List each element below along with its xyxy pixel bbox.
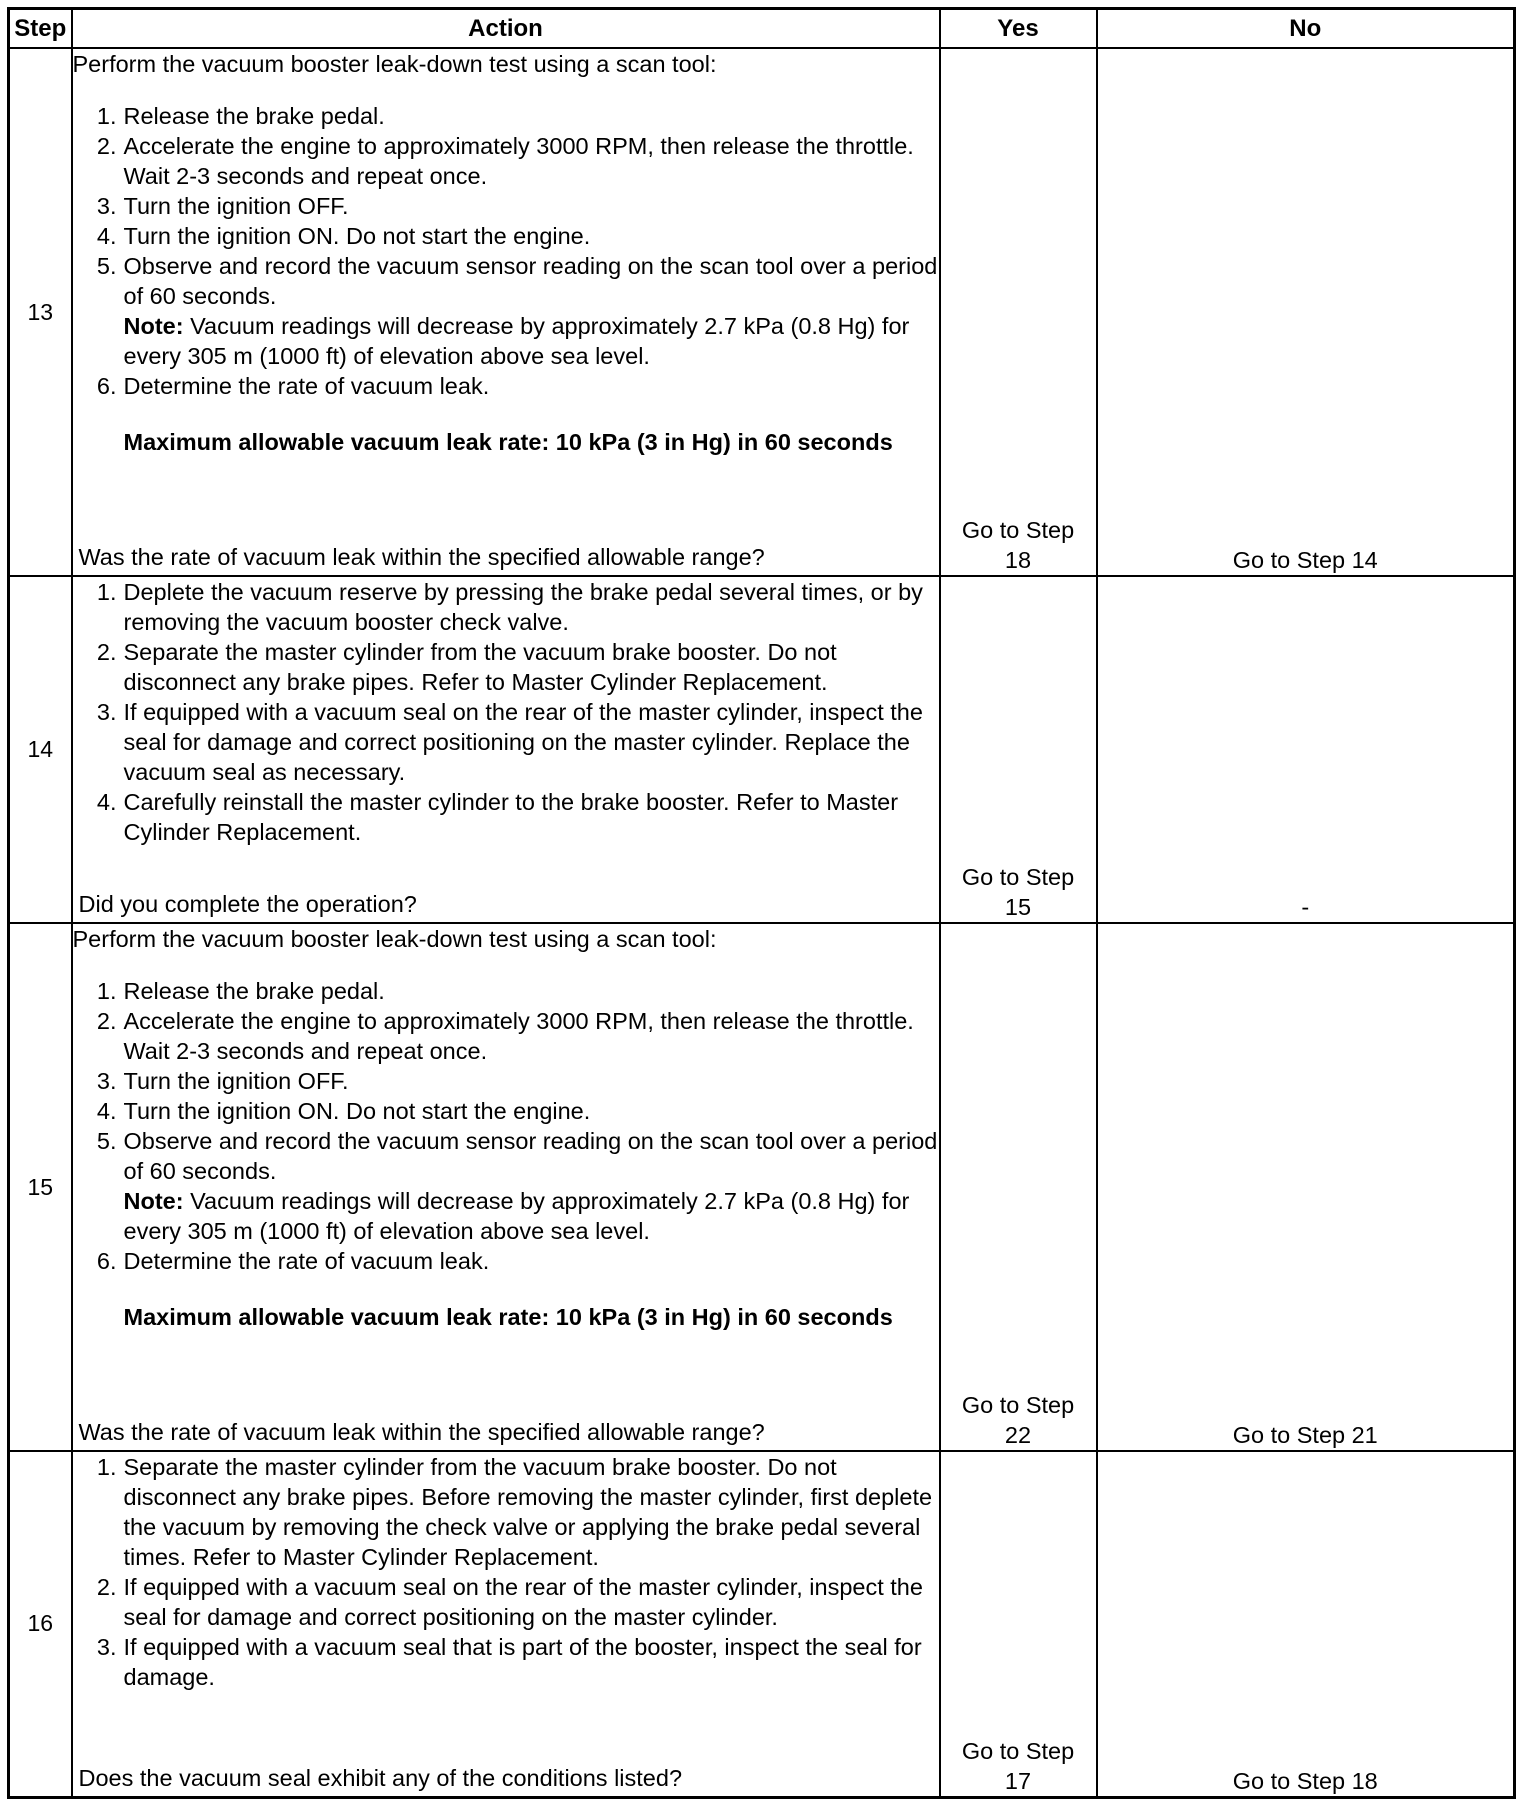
action-step-item — [87, 976, 939, 1006]
action-step-item — [87, 697, 939, 787]
table-row — [9, 48, 1515, 576]
yes-result-text: Go to Step 22 — [961, 1392, 1075, 1448]
yes-result — [940, 48, 1097, 576]
action-intro: Perform the vacuum booster leak-down test using a scan tool: — [72, 51, 717, 77]
action-step-number: 4. — [96, 789, 117, 815]
header-step: Step — [9, 9, 72, 49]
note-text: Vacuum readings will decrease by approximately 2.7 kPa (0.8 Hg) for every 305 m (1000 ft) of elevation above sea level. — [123, 313, 910, 369]
no-result: - — [1097, 576, 1515, 923]
action-step-number: 6. — [96, 1248, 117, 1274]
action-step-number: 2. — [96, 639, 117, 665]
action-step-number: 1. — [96, 1454, 117, 1480]
action-step-text: If equipped with a vacuum seal on the rear of the master cylinder, inspect the seal for damage and correct positioning on the master cylinder. Replace the vacuum seal as necessary. — [123, 699, 923, 785]
yes-result — [940, 576, 1097, 923]
action-step-text: If equipped with a vacuum seal that is part of the booster, inspect the seal for damage. — [123, 1634, 922, 1690]
action-step-number: 3. — [96, 1634, 117, 1660]
diagnostic-table-container — [7, 7, 1516, 1799]
action-step-text: Observe and record the vacuum sensor reading on the scan tool over a period of 60 seconds. — [123, 1128, 938, 1184]
spec-requirement: Maximum allowable vacuum leak rate: 10 kPa (3 in Hg) in 60 seconds — [123, 1304, 893, 1330]
action-step-text: Observe and record the vacuum sensor reading on the scan tool over a period of 60 seconds. — [123, 253, 938, 309]
action-step-text: Carefully reinstall the master cylinder to the brake booster. Refer to Master Cylinder Replacement. — [123, 789, 899, 845]
action-step-number: 1. — [96, 579, 117, 605]
yes-result-text: Go to Step 15 — [961, 864, 1075, 920]
yes-result-text: Go to Step 17 — [961, 1737, 1075, 1794]
action-step-text: Release the brake pedal. — [123, 978, 385, 1004]
action-step-item — [87, 1632, 939, 1692]
action-step-item — [87, 1006, 939, 1066]
yes-result — [940, 923, 1097, 1451]
action-step-number: 2. — [96, 133, 117, 159]
action-step-number: 6. — [96, 373, 117, 399]
action-step-text: Turn the ignition ON. Do not start the engine. — [123, 1098, 591, 1124]
action-step-text: Turn the ignition ON. Do not start the engine. — [123, 223, 591, 249]
table-row — [9, 576, 1515, 923]
action-step-item — [87, 251, 939, 371]
action-step-list — [73, 976, 939, 1276]
action-intro: Perform the vacuum booster leak-down test using a scan tool: — [72, 926, 717, 952]
action-question: Does the vacuum seal exhibit any of the conditions listed? — [78, 1764, 683, 1791]
action-step-text: Accelerate the engine to approximately 3000 RPM, then release the throttle. Wait 2-3 seconds and repeat once. — [123, 133, 914, 189]
action-step-text: Turn the ignition OFF. — [123, 193, 349, 219]
action-step-item — [87, 577, 939, 637]
action-step-text: Determine the rate of vacuum leak. — [123, 1248, 490, 1274]
action-step-item — [87, 191, 939, 221]
action-cell — [72, 923, 940, 1451]
action-step-item — [87, 787, 939, 847]
note-label: Note: — [123, 313, 184, 339]
header-action: Action — [72, 9, 940, 49]
note-label: Note: — [123, 1188, 184, 1214]
no-result: Go to Step 18 — [1097, 1451, 1515, 1797]
action-step-list — [73, 101, 939, 401]
action-step-item — [87, 1126, 939, 1246]
action-step-text: Turn the ignition OFF. — [123, 1068, 349, 1094]
step-number: 13 — [9, 48, 72, 576]
yes-result — [940, 1451, 1097, 1797]
action-step-text: Separate the master cylinder from the vacuum brake booster. Do not disconnect any brake pipes. Before removing the master cylinder, first deplete the vacuum by removing the check valve or applying the brake pedal several times. Refer to Master Cylinder Replacement. — [123, 1454, 933, 1570]
step-number: 14 — [9, 576, 72, 923]
action-step-item — [87, 637, 939, 697]
diagnostic-table — [7, 7, 1516, 1799]
action-step-item — [87, 1096, 939, 1126]
spec-requirement: Maximum allowable vacuum leak rate: 10 kPa (3 in Hg) in 60 seconds — [123, 429, 893, 455]
action-step-item — [87, 1452, 939, 1572]
header-row — [9, 9, 1515, 49]
action-step-number: 1. — [96, 103, 117, 129]
action-cell — [72, 1451, 940, 1797]
action-step-item — [87, 1066, 939, 1096]
action-step-text: Release the brake pedal. — [123, 103, 385, 129]
action-step-list — [73, 577, 939, 847]
action-step-text: Determine the rate of vacuum leak. — [123, 373, 490, 399]
action-step-item — [87, 371, 939, 401]
step-number: 15 — [9, 923, 72, 1451]
action-question: Was the rate of vacuum leak within the specified allowable range? — [78, 1419, 765, 1445]
action-step-number: 4. — [96, 1098, 117, 1124]
header-yes: Yes — [940, 9, 1097, 49]
table-row — [9, 1451, 1515, 1797]
action-step-item — [87, 131, 939, 191]
action-step-item — [87, 1572, 939, 1632]
header-no: No — [1097, 9, 1515, 49]
action-question: Was the rate of vacuum leak within the specified allowable range? — [78, 544, 765, 570]
action-step-number: 3. — [96, 1068, 117, 1094]
action-step-number: 5. — [96, 253, 117, 279]
action-step-number: 3. — [96, 699, 117, 725]
action-step-number: 2. — [96, 1574, 117, 1600]
action-cell — [72, 576, 940, 923]
no-result: Go to Step 14 — [1097, 48, 1515, 576]
note-text: Vacuum readings will decrease by approximately 2.7 kPa (0.8 Hg) for every 305 m (1000 ft) of elevation above sea level. — [123, 1188, 910, 1244]
action-step-text: If equipped with a vacuum seal on the rear of the master cylinder, inspect the seal for damage and correct positioning on the master cylinder. — [123, 1574, 923, 1630]
step-number: 16 — [9, 1451, 72, 1797]
action-step-item — [87, 221, 939, 251]
action-cell — [72, 48, 940, 576]
table-row — [9, 923, 1515, 1451]
action-step-item — [87, 1246, 939, 1276]
action-step-number: 5. — [96, 1128, 117, 1154]
no-result: Go to Step 21 — [1097, 923, 1515, 1451]
yes-result-text: Go to Step 18 — [961, 517, 1075, 573]
action-step-number: 4. — [96, 223, 117, 249]
action-step-text: Accelerate the engine to approximately 3000 RPM, then release the throttle. Wait 2-3 seconds and repeat once. — [123, 1008, 914, 1064]
action-step-text: Deplete the vacuum reserve by pressing the brake pedal several times, or by removing the vacuum booster check valve. — [123, 579, 923, 635]
action-question: Did you complete the operation? — [78, 891, 417, 917]
action-step-number: 2. — [96, 1008, 117, 1034]
action-step-number: 1. — [96, 978, 117, 1004]
action-step-number: 3. — [96, 193, 117, 219]
action-step-item — [87, 101, 939, 131]
action-step-list — [73, 1452, 939, 1692]
action-step-text: Separate the master cylinder from the vacuum brake booster. Do not disconnect any brake pipes. Refer to Master Cylinder Replacement. — [123, 639, 837, 695]
